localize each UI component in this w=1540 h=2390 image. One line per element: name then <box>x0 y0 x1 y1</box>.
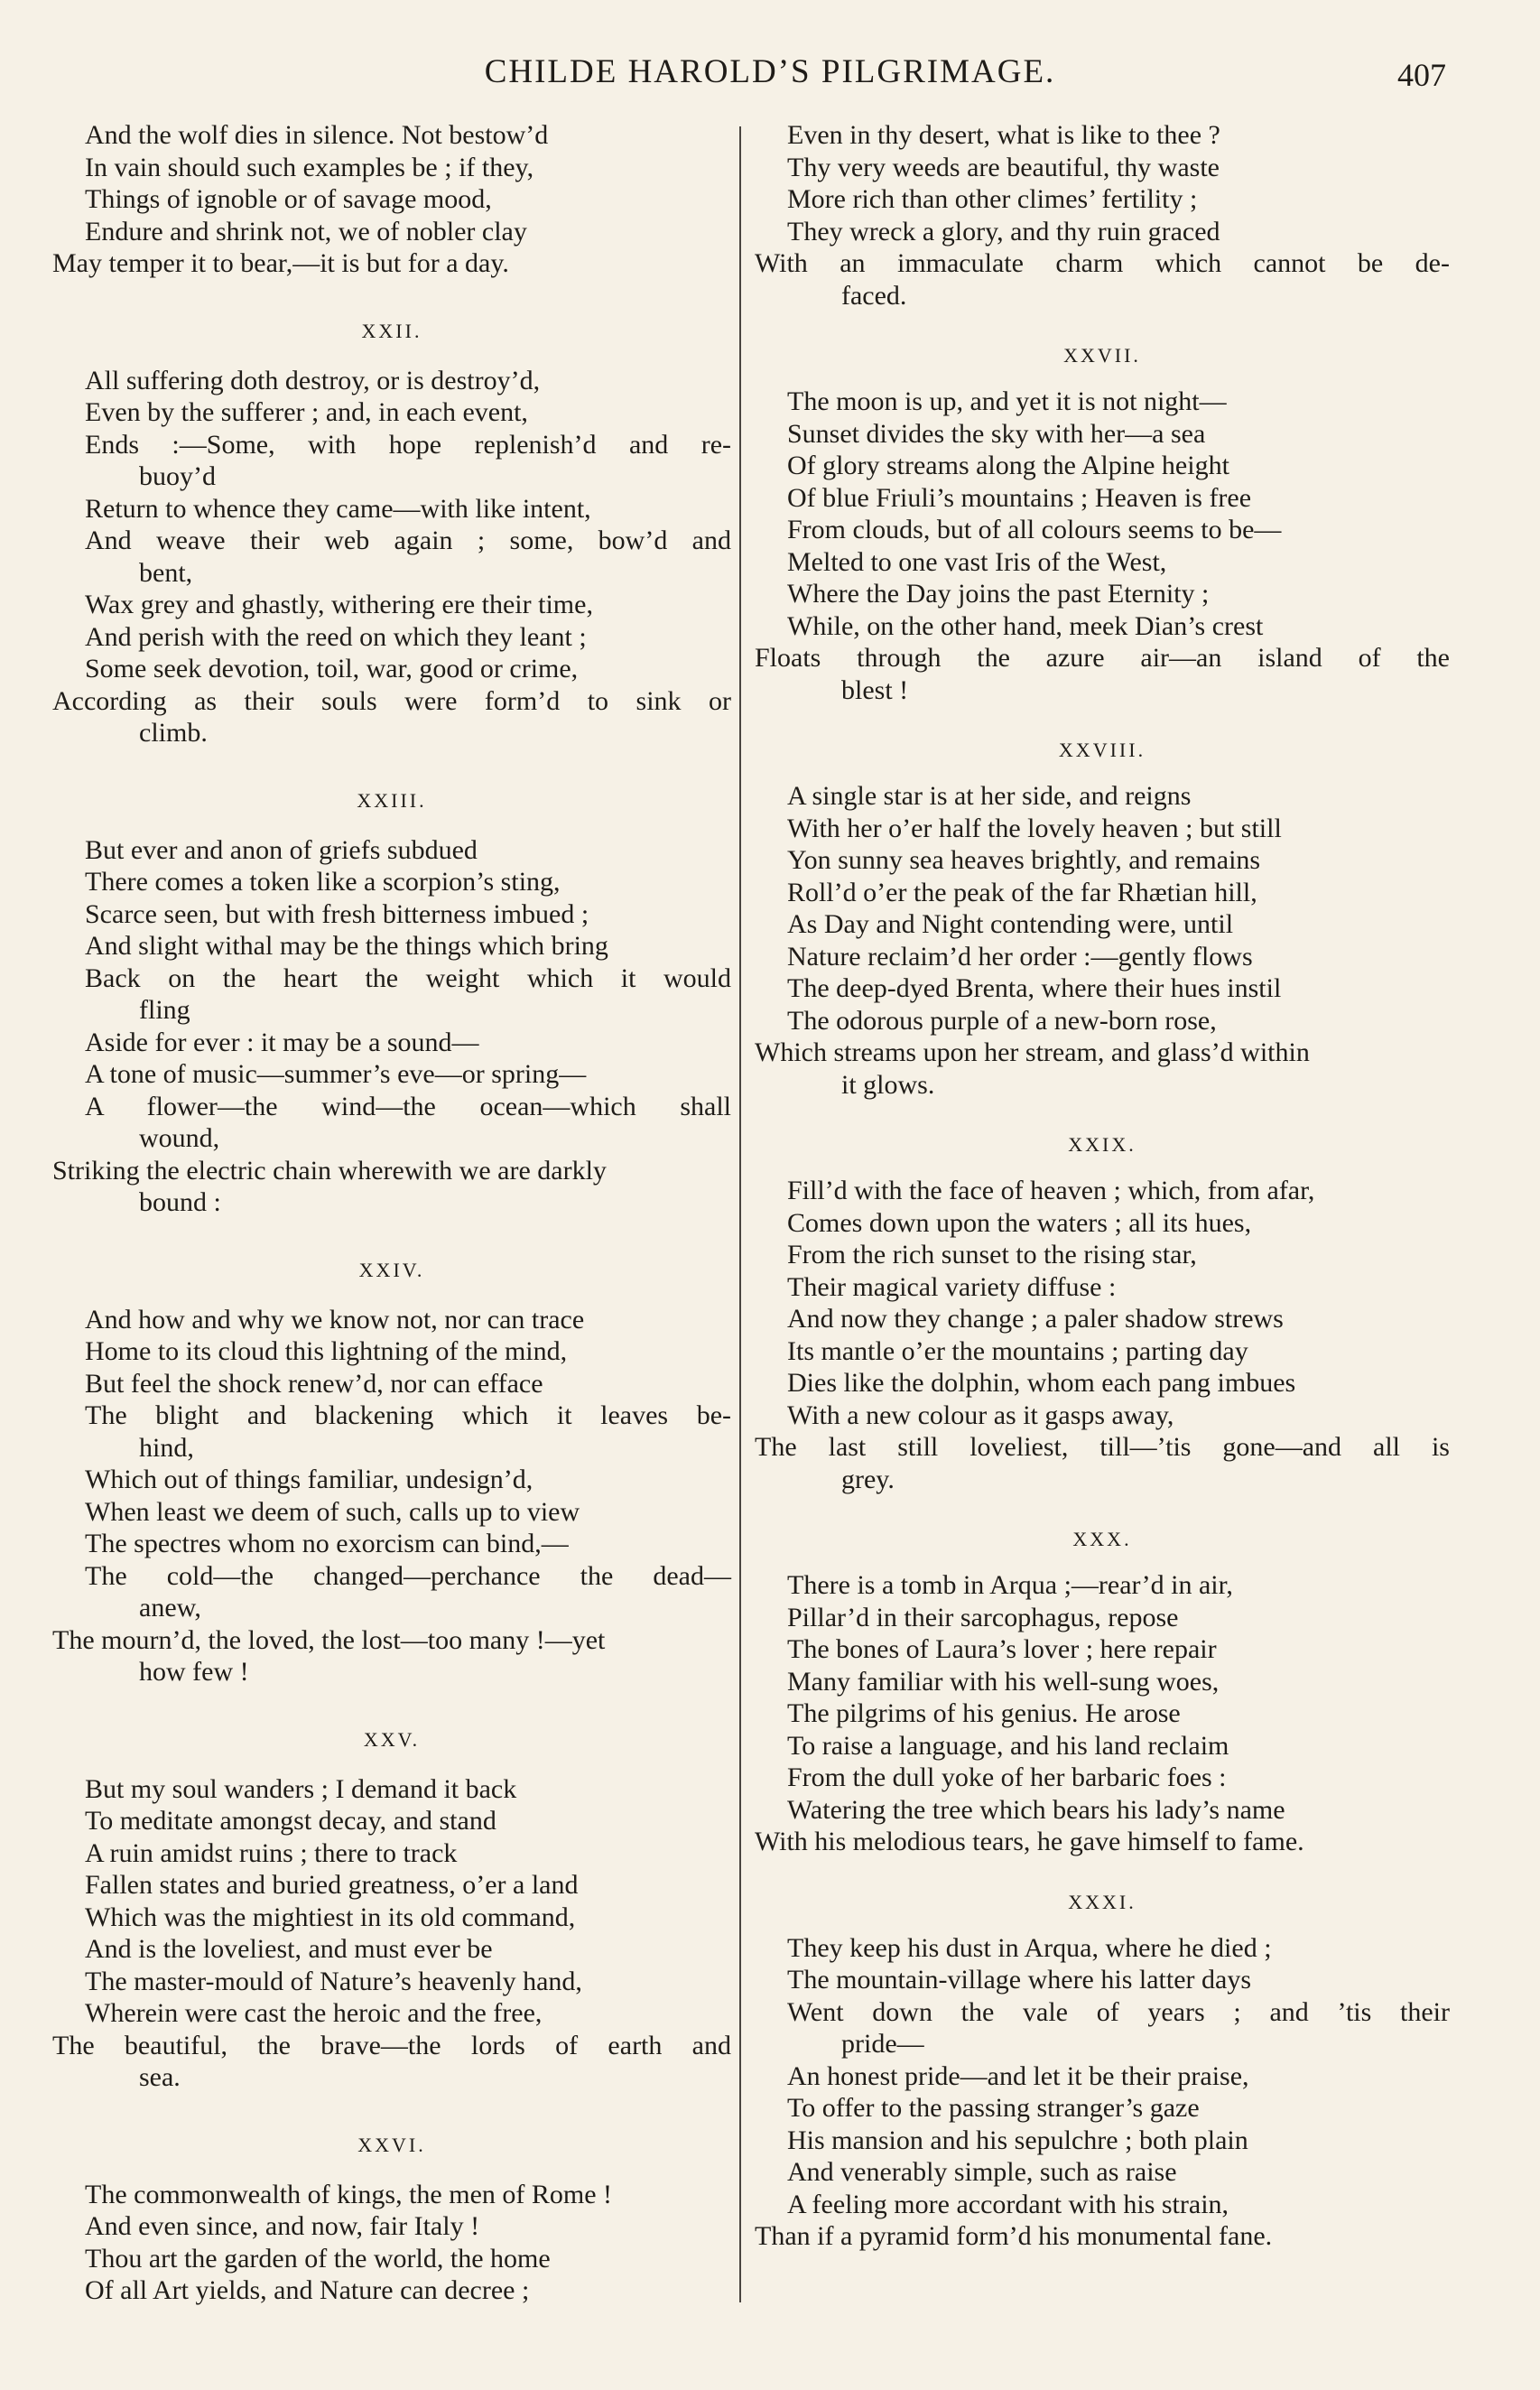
stanza-number: XXXI. <box>1068 1890 1136 1913</box>
stanza-number: XXIX. <box>1068 1133 1136 1156</box>
stanza-number: XXVI. <box>357 2133 426 2156</box>
verse-line: Dies like the dolphin, whom each pang imbues <box>787 1368 1296 1398</box>
verse-line: A single star is at her side, and reigns <box>787 781 1192 811</box>
verse-line: Some seek devotion, toil, war, good or crime, <box>85 654 579 684</box>
verse-line: The spectres whom no exorcism can bind,— <box>85 1529 569 1558</box>
verse-line: Melted to one vast Iris of the West, <box>787 546 1167 577</box>
verse-line: Even by the sufferer ; and, in each event, <box>85 397 528 427</box>
verse-line: In vain should such examples be ; if they, <box>85 152 534 182</box>
verse-line: fling <box>139 995 190 1025</box>
verse-line: With her o’er half the lovely heaven ; but still <box>787 813 1282 843</box>
verse-line: A feeling more accordant with his strain, <box>787 2189 1229 2219</box>
verse-line: As Day and Night contending were, until <box>787 909 1234 939</box>
verse-line: With a new colour as it gasps away, <box>787 1400 1174 1430</box>
verse-line: From the dull yoke of her barbaric foes : <box>787 1762 1227 1792</box>
verse-line: There comes a token like a scorpion’s sting, <box>85 867 561 897</box>
verse-line: The deep-dyed Brenta, where their hues instil <box>787 973 1282 1003</box>
verse-line: Pillar’d in their sarcophagus, repose <box>787 1602 1179 1632</box>
verse-line: Their magical variety diffuse : <box>787 1271 1117 1302</box>
verse-line: Nature reclaim’d her order :—gently flows <box>787 941 1253 972</box>
verse-line: Yon sunny sea heaves brightly, and remains <box>787 845 1261 875</box>
verse-line: Sunset divides the sky with her—a sea <box>787 418 1206 449</box>
verse-line: Thou art the garden of the world, the home <box>85 2243 551 2274</box>
running-title: CHILDE HAROLD’S PILGRIMAGE. <box>484 53 1056 90</box>
verse-line: wound, <box>139 1123 220 1153</box>
verse-line: They keep his dust in Arqua, where he died ; <box>787 1932 1272 1963</box>
stanza-number: XXIII. <box>357 788 427 812</box>
verse-line: faced. <box>841 280 907 311</box>
verse-line: Aside for ever : it may be a sound— <box>85 1027 479 1057</box>
verse-line: buoy’d <box>139 461 216 491</box>
verse-line: The moon is up, and yet it is not night— <box>787 386 1227 416</box>
verse-line: The commonwealth of kings, the men of Rome ! <box>85 2179 613 2209</box>
verse-line: From the rich sunset to the rising star, <box>787 1240 1197 1269</box>
verse-line: Than if a pyramid form’d his monumental fane. <box>755 2221 1273 2251</box>
page-number: 407 <box>1397 57 1446 93</box>
verse-line: And venerably simple, such as raise <box>787 2157 1177 2187</box>
verse-line: Scarce seen, but with fresh bitterness imbued ; <box>85 898 589 929</box>
verse-line: An honest pride—and let it be their praise, <box>787 2060 1249 2091</box>
stanza-number: XXIV. <box>358 1258 425 1281</box>
verse-line: To meditate amongst decay, and stand <box>85 1806 496 1836</box>
verse-line: Wherein were cast the heroic and the free, <box>85 1998 543 2028</box>
verse-line: And is the loveliest, and must ever be <box>85 1934 493 1964</box>
verse-line: All suffering doth destroy, or is destroy’d, <box>85 365 541 395</box>
verse-line: The mourn’d, the loved, the lost—too many !—yet <box>52 1624 606 1655</box>
verse-line: Of glory streams along the Alpine height <box>787 451 1229 480</box>
verse-line: And how and why we know not, nor can trace <box>85 1304 585 1334</box>
verse-line: According as their souls were form’d to sink or <box>52 685 731 716</box>
verse-line: But feel the shock renew’d, nor can efface <box>85 1368 543 1399</box>
verse-line: grey. <box>841 1464 895 1494</box>
verse-line: With his melodious tears, he gave himself to fame. <box>755 1827 1304 1856</box>
verse-line: Which out of things familiar, undesign’d, <box>85 1465 533 1494</box>
verse-line: There is a tomb in Arqua ;—rear’d in air, <box>787 1570 1233 1600</box>
verse-line: Floats through the azure air—an island of the <box>755 643 1450 673</box>
verse-line: climb. <box>139 718 208 748</box>
verse-line: The odorous purple of a new-born rose, <box>787 1005 1217 1036</box>
verse-line: Many familiar with his well-sung woes, <box>787 1666 1220 1697</box>
verse-line: Return to whence they came—with like intent, <box>85 493 591 524</box>
verse-line: The last still loveliest, till—’tis gone—and all is <box>755 1432 1450 1462</box>
verse-line: A ruin amidst ruins ; there to track <box>85 1837 458 1868</box>
verse-line: While, on the other hand, meek Dian’s crest <box>787 610 1264 641</box>
verse-line: To raise a language, and his land reclaim <box>787 1730 1229 1761</box>
verse-line: Where the Day joins the past Eternity ; <box>787 579 1210 609</box>
verse-line: From clouds, but of all colours seems to be— <box>787 515 1282 544</box>
verse-line: Wax grey and ghastly, withering ere their time, <box>85 590 593 619</box>
verse-line: And weave their web again ; some, bow’d and <box>85 525 731 555</box>
verse-line: When least we deem of such, calls up to view <box>85 1496 580 1527</box>
stanza-number: XXVII. <box>1063 344 1141 367</box>
verse-line: The mountain-village where his latter days <box>787 1965 1251 1995</box>
verse-line: Roll’d o’er the peak of the far Rhætian hill, <box>787 877 1257 907</box>
verse-line: But ever and anon of griefs subdued <box>85 834 478 865</box>
verse-line: The beautiful, the brave—the lords of earth and <box>52 2030 731 2060</box>
verse-line: Even in thy desert, what is like to thee ? <box>787 120 1220 150</box>
verse-line: Fallen states and buried greatness, o’er a land <box>85 1870 579 1900</box>
verse-line: pride— <box>841 2029 924 2059</box>
verse-line: The blight and blackening which it leaves be- <box>85 1400 731 1430</box>
stanza-number: XXVIII. <box>1058 739 1146 761</box>
verse-line: And the wolf dies in silence. Not bestow’d <box>85 120 549 150</box>
verse-line: A flower—the wind—the ocean—which shall <box>85 1091 731 1121</box>
verse-line: anew, <box>139 1593 201 1623</box>
verse-line: The bones of Laura’s lover ; here repair <box>787 1634 1217 1664</box>
verse-line: Of all Art yields, and Nature can decree ; <box>85 2275 530 2305</box>
page-header <box>0 52 1540 107</box>
verse-line: Of blue Friuli’s mountains ; Heaven is free <box>787 482 1252 513</box>
verse-line: With an immaculate charm which cannot be de- <box>755 248 1450 278</box>
verse-line: Which streams upon her stream, and glass’d within <box>755 1037 1310 1067</box>
verse-line: bent, <box>139 557 193 588</box>
verse-line: They wreck a glory, and thy ruin graced <box>787 216 1220 246</box>
verse-line: The master-mould of Nature’s heavenly hand, <box>85 1966 582 1996</box>
verse-line: To offer to the passing stranger’s gaze <box>787 2093 1200 2123</box>
verse-line: hind, <box>139 1432 194 1463</box>
left-column <box>52 119 731 2307</box>
verse-line: bound : <box>139 1187 221 1217</box>
verse-line: May temper it to bear,—it is but for a day. <box>52 248 509 278</box>
verse-line: Watering the tree which bears his lady’s name <box>787 1794 1285 1825</box>
verse-line: how few ! <box>139 1657 249 1687</box>
verse-line: Ends :—Some, with hope replenish’d and re- <box>85 429 731 460</box>
verse-line: A tone of music—summer’s eve—or spring— <box>85 1059 587 1089</box>
verse-line: Its mantle o’er the mountains ; parting day <box>787 1335 1248 1366</box>
verse-line: sea. <box>139 2062 181 2092</box>
verse-line: His mansion and his sepulchre ; both plain <box>787 2125 1248 2155</box>
verse-line: And now they change ; a paler shadow strews <box>787 1304 1284 1334</box>
verse-line: Striking the electric chain wherewith we are darkly <box>52 1155 607 1186</box>
verse-line: More rich than other climes’ fertility ; <box>787 184 1198 214</box>
verse-line: Which was the mightiest in its old command, <box>85 1902 576 1932</box>
stanza-number: XXV. <box>363 1727 421 1751</box>
verse-line: it glows. <box>841 1069 935 1100</box>
verse-line: Back on the heart the weight which it would <box>85 963 731 993</box>
verse-line: Fill’d with the face of heaven ; which, from afar, <box>787 1176 1315 1205</box>
verse-line: Endure and shrink not, we of nobler clay <box>85 216 527 246</box>
verse-line: The cold—the changed—perchance the dead— <box>85 1560 731 1591</box>
stanza-number: XXX. <box>1072 1528 1132 1550</box>
verse-line: And slight withal may be the things which bring <box>85 931 608 961</box>
verse-line: The pilgrims of his genius. He arose <box>787 1698 1181 1728</box>
verse-line: Comes down upon the waters ; all its hues, <box>787 1207 1252 1238</box>
verse-line: And perish with the reed on which they leant ; <box>85 621 587 652</box>
stanza-number: XXII. <box>361 319 422 342</box>
verse-line: Went down the vale of years ; and ’tis their <box>787 1996 1450 2027</box>
verse-line: And even since, and now, fair Italy ! <box>85 2211 480 2241</box>
verse-line: Things of ignoble or of savage mood, <box>85 184 492 214</box>
right-column <box>755 119 1450 2253</box>
verse-line: Thy very weeds are beautiful, thy waste <box>787 152 1220 182</box>
verse-line: Home to its cloud this lightning of the mind, <box>85 1336 568 1366</box>
verse-line: But my soul wanders ; I demand it back <box>85 1773 517 1804</box>
column-divider <box>739 126 741 2302</box>
verse-line: blest ! <box>841 674 909 705</box>
